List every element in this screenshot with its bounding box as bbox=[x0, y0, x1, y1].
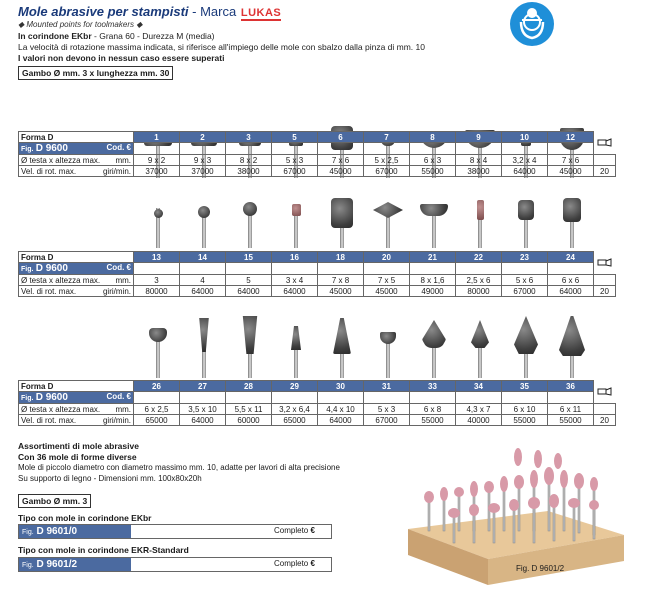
speed-cell: 55000 bbox=[410, 415, 456, 426]
fig-code-cell: Fig. D 9600 Cod. € bbox=[19, 392, 134, 404]
forma-label: Forma D bbox=[19, 252, 134, 263]
order-row-2 bbox=[18, 557, 332, 572]
speed-cell: 67000 bbox=[364, 415, 410, 426]
speed-cell: 55000 bbox=[502, 415, 548, 426]
form-number: 22 bbox=[456, 252, 502, 263]
stone-image bbox=[552, 316, 592, 378]
dim-cell: 3 bbox=[134, 275, 180, 286]
form-number: 7 bbox=[364, 132, 410, 143]
pack-quantity: 20 bbox=[594, 166, 616, 177]
speed-cell: 64000 bbox=[180, 415, 226, 426]
stone-image bbox=[552, 196, 592, 248]
form-number: 20 bbox=[364, 252, 410, 263]
dim-cell: 4 bbox=[180, 275, 226, 286]
form-number: 26 bbox=[134, 381, 180, 392]
dim-cell: 3,5 x 10 bbox=[180, 404, 226, 415]
pack-quantity: 20 bbox=[594, 415, 616, 426]
speed-cell: 38000 bbox=[456, 166, 502, 177]
speed-cell: 40000 bbox=[456, 415, 502, 426]
pack-quantity: 20 bbox=[594, 286, 616, 297]
speed-cell: 64000 bbox=[548, 286, 594, 297]
stone-image bbox=[460, 196, 500, 248]
stone-image bbox=[506, 316, 546, 378]
dim-cell: 5 x 6 bbox=[502, 275, 548, 286]
marca-label: Marca bbox=[200, 4, 237, 19]
dim-cell: 9 x 2 bbox=[134, 155, 180, 166]
speed-note: La velocità di rotazione massima indicata, si riferisce all'impiego delle mole con sbalzo dalla pinza di mm. 10 bbox=[18, 42, 425, 52]
speed-cell: 64000 bbox=[226, 286, 272, 297]
dim-cell: 4,3 x 7 bbox=[456, 404, 502, 415]
form-number: 15 bbox=[226, 252, 272, 263]
speed-cell: 64000 bbox=[180, 286, 226, 297]
type-1-title: Tipo con mole in corindone EKbr bbox=[18, 513, 152, 523]
gambo-box: Gambo Ø mm. 3 x lunghezza mm. 30 bbox=[18, 66, 173, 80]
pack-icon bbox=[594, 132, 616, 155]
stone-image bbox=[184, 316, 224, 378]
dim-cell: 7 x 5 bbox=[364, 275, 410, 286]
form-number: 14 bbox=[180, 252, 226, 263]
speed-cell: 64000 bbox=[318, 415, 364, 426]
form-number: 6 bbox=[318, 132, 364, 143]
assortment-title: Assortimenti di mole abrasive bbox=[18, 441, 139, 451]
dim-label: Ø testa x altezza max. mm. bbox=[19, 275, 134, 286]
code-cell-2: Fig. D 9601/2 bbox=[19, 558, 131, 571]
speed-cell: 67000 bbox=[272, 166, 318, 177]
subtitle-en: ◆ Mounted points for toolmakers ◆ bbox=[18, 20, 143, 29]
speed-cell: 60000 bbox=[226, 415, 272, 426]
stone-image bbox=[322, 196, 362, 248]
assortment-gambo: Gambo Ø mm. 3 bbox=[18, 494, 91, 508]
dim-cell: 6 x 8 bbox=[410, 404, 456, 415]
assortment-kit-image bbox=[398, 447, 630, 585]
form-number: 12 bbox=[548, 132, 594, 143]
speed-cell: 64000 bbox=[502, 166, 548, 177]
stone-image bbox=[506, 196, 546, 248]
complete-price-2: Completo € bbox=[274, 559, 315, 568]
form-number: 35 bbox=[502, 381, 548, 392]
dim-cell: 5 x 3 bbox=[272, 155, 318, 166]
pack-icon bbox=[594, 252, 616, 275]
stone-image bbox=[138, 196, 178, 248]
form-number: 34 bbox=[456, 381, 502, 392]
form-number: 10 bbox=[502, 132, 548, 143]
form-number: 23 bbox=[502, 252, 548, 263]
stone-image bbox=[184, 196, 224, 248]
speed-cell: 37000 bbox=[180, 166, 226, 177]
stone-image bbox=[414, 316, 454, 378]
assortment-line-1: Mole di piccolo diametro con diametro massimo mm. 10, adatte per lavori di alta precisione bbox=[18, 463, 340, 472]
vel-label: Vel. di rot. max. giri/min. bbox=[19, 286, 134, 297]
fig-code-cell: Fig. D 9600 Cod. € bbox=[19, 263, 134, 275]
assortment-line-2: Su supporto di legno - Dimensioni mm. 100x80x20h bbox=[18, 474, 202, 483]
form-number: 13 bbox=[134, 252, 180, 263]
form-number: 33 bbox=[410, 381, 456, 392]
form-number: 18 bbox=[318, 252, 364, 263]
form-number: 30 bbox=[318, 381, 364, 392]
dim-cell: 7 x 6 bbox=[318, 155, 364, 166]
dim-cell: 6 x 10 bbox=[502, 404, 548, 415]
forma-label: Forma D bbox=[19, 132, 134, 143]
complete-price-1: Completo € bbox=[274, 526, 315, 535]
form-number: 5 bbox=[272, 132, 318, 143]
forma-label: Forma D bbox=[19, 381, 134, 392]
code-cell-1: Fig. D 9601/0 bbox=[19, 525, 131, 538]
speed-cell: 55000 bbox=[548, 415, 594, 426]
form-number: 8 bbox=[410, 132, 456, 143]
speed-cell: 65000 bbox=[272, 415, 318, 426]
speed-cell: 67000 bbox=[502, 286, 548, 297]
spec-table-3 bbox=[18, 380, 631, 426]
dim-cell: 2,5 x 6 bbox=[456, 275, 502, 286]
page-title: Mole abrasive per stampisti - Marca LUKAS bbox=[18, 4, 282, 19]
warning-note: I valori non devono in nessun caso essere superati bbox=[18, 53, 225, 63]
form-number: 21 bbox=[410, 252, 456, 263]
dim-cell: 3,2 x 4 bbox=[502, 155, 548, 166]
fig-code-cell: Fig. D 9600 Cod. € bbox=[19, 143, 134, 155]
form-number: 28 bbox=[226, 381, 272, 392]
type-2-title: Tipo con mole in corindone EKR-Standard bbox=[18, 545, 189, 555]
vel-label: Vel. di rot. max. giri/min. bbox=[19, 166, 134, 177]
dim-cell: 6 x 6 bbox=[548, 275, 594, 286]
speed-cell: 55000 bbox=[410, 166, 456, 177]
stone-image bbox=[322, 316, 362, 378]
dim-cell: 5,5 x 11 bbox=[226, 404, 272, 415]
speed-cell: 64000 bbox=[272, 286, 318, 297]
dim-cell: 8 x 4 bbox=[456, 155, 502, 166]
stone-image bbox=[276, 196, 316, 248]
stone-image bbox=[138, 316, 178, 378]
form-number: 3 bbox=[226, 132, 272, 143]
dim-cell: 7 x 8 bbox=[318, 275, 364, 286]
speed-cell: 67000 bbox=[364, 166, 410, 177]
speed-cell: 45000 bbox=[318, 166, 364, 177]
form-number: 2 bbox=[180, 132, 226, 143]
order-row-1 bbox=[18, 524, 332, 539]
dim-cell: 6 x 3 bbox=[410, 155, 456, 166]
speed-cell: 37000 bbox=[134, 166, 180, 177]
speed-cell: 65000 bbox=[134, 415, 180, 426]
speed-cell: 80000 bbox=[134, 286, 180, 297]
form-number: 9 bbox=[456, 132, 502, 143]
assortment-subtitle: Con 36 mole di forme diverse bbox=[18, 452, 137, 462]
dim-cell: 9 x 3 bbox=[180, 155, 226, 166]
stone-image bbox=[460, 316, 500, 378]
dim-cell: 6 x 2,5 bbox=[134, 404, 180, 415]
stone-image bbox=[230, 196, 270, 248]
dim-label: Ø testa x altezza max. mm. bbox=[19, 404, 134, 415]
speed-cell: 49000 bbox=[410, 286, 456, 297]
speed-cell: 45000 bbox=[548, 166, 594, 177]
dim-cell: 5 x 2,5 bbox=[364, 155, 410, 166]
form-number: 31 bbox=[364, 381, 410, 392]
speed-cell: 45000 bbox=[318, 286, 364, 297]
dim-label: Ø testa x altezza max. mm. bbox=[19, 155, 134, 166]
dim-cell: 8 x 1,6 bbox=[410, 275, 456, 286]
material-line: In corindone EKbr - Grana 60 - Durezza M (media) bbox=[18, 31, 215, 41]
kit-caption: Fig. D 9601/2 bbox=[516, 564, 565, 573]
dim-cell: 3,2 x 6,4 bbox=[272, 404, 318, 415]
stone-image bbox=[414, 196, 454, 248]
speed-cell: 38000 bbox=[226, 166, 272, 177]
spec-table-2 bbox=[18, 251, 631, 297]
dim-cell: 5 bbox=[226, 275, 272, 286]
speed-cell: 45000 bbox=[364, 286, 410, 297]
form-number: 24 bbox=[548, 252, 594, 263]
dim-cell: 6 x 11 bbox=[548, 404, 594, 415]
stones-row-3 bbox=[134, 316, 599, 378]
dim-cell: 4,4 x 10 bbox=[318, 404, 364, 415]
stone-image bbox=[230, 316, 270, 378]
form-number: 36 bbox=[548, 381, 594, 392]
stones-row-2 bbox=[134, 196, 599, 248]
form-number: 16 bbox=[272, 252, 318, 263]
form-number: 29 bbox=[272, 381, 318, 392]
lukas-logo: LUKAS bbox=[240, 7, 282, 19]
dim-cell: 3 x 4 bbox=[272, 275, 318, 286]
dim-cell: 7 x 6 bbox=[548, 155, 594, 166]
form-number: 1 bbox=[134, 132, 180, 143]
stone-image bbox=[368, 316, 408, 378]
pack-icon bbox=[594, 381, 616, 404]
dim-cell: 5 x 3 bbox=[364, 404, 410, 415]
vel-label: Vel. di rot. max. giri/min. bbox=[19, 415, 134, 426]
face-shield-icon bbox=[510, 2, 554, 46]
stone-image bbox=[276, 316, 316, 378]
dim-cell: 8 x 2 bbox=[226, 155, 272, 166]
stone-image bbox=[368, 196, 408, 248]
speed-cell: 80000 bbox=[456, 286, 502, 297]
form-number: 27 bbox=[180, 381, 226, 392]
spec-table-1 bbox=[18, 131, 631, 177]
